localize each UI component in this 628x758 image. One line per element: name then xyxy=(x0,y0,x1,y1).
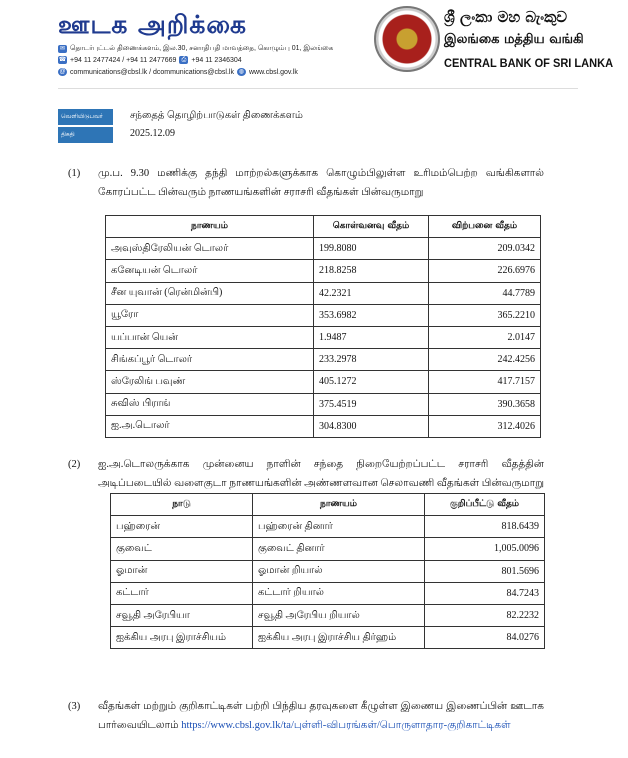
table-row xyxy=(106,415,541,437)
table-row xyxy=(111,582,545,604)
table-cell: 44.7789 xyxy=(429,282,541,304)
header-country: நாடு xyxy=(111,494,253,516)
table-row xyxy=(111,627,545,649)
table-cell: அவுஸ்திரேலியன் டொலர் xyxy=(106,238,314,260)
issued-by-value: சந்தைத் தொழிற்பாடுகள் திணைக்களம் xyxy=(130,110,303,121)
table-cell: சீன யுவான் (ரென்மின்பி) xyxy=(106,282,314,304)
table-cell: 417.7157 xyxy=(429,371,541,393)
table-cell: யப்பான் யென் xyxy=(106,326,314,348)
table-cell: ஓமான் றியால் xyxy=(253,560,425,582)
table-cell: குவைட் தினார் xyxy=(253,538,425,560)
table-cell: 801.5696 xyxy=(425,560,545,582)
table-row xyxy=(111,560,545,582)
table-cell: ஸ்ரேலிங் பவுண் xyxy=(106,371,314,393)
table-row xyxy=(111,516,545,538)
address-line xyxy=(58,44,333,53)
divider xyxy=(58,88,578,89)
address: தொடர்புட்டல் திணைக்களம், இல.30, சனாதிபதி மாவத்தை, கொழும்பு 01, இலங்கை xyxy=(70,45,334,52)
indicators-link[interactable]: https://www.cbsl.gov.lk/ta/புள்ளி-விபரங்கள்/பொருளாதார-குறிகாட்டிகள் xyxy=(181,720,511,731)
table-cell: கட்டார் xyxy=(111,582,253,604)
table-cell: சிங்கப்பூர் டொலர் xyxy=(106,349,314,371)
table-row xyxy=(106,326,541,348)
at-icon: @ xyxy=(59,69,66,75)
bank-name-tamil: இலங்கை மத்திய வங்கி xyxy=(444,32,584,47)
table-cell: கட்டார் றியால் xyxy=(253,582,425,604)
website[interactable]: www.cbsl.gov.lk xyxy=(249,68,298,76)
table-cell: 84.7243 xyxy=(425,582,545,604)
table-cell: 242.4256 xyxy=(429,349,541,371)
table-cell: 42.2321 xyxy=(314,282,429,304)
table-cell: ஐக்கிய அரபு இராச்சிய திர்ஹம் xyxy=(253,627,425,649)
phone-icon: ☎ xyxy=(58,57,67,63)
bank-name-sinhala: ශ්‍රී ලංකා මහ බැංකුව xyxy=(444,8,568,26)
cbsl-seal-logo xyxy=(374,6,440,72)
section-number: (2) xyxy=(68,459,81,470)
table-row xyxy=(111,538,545,560)
table-cell: ஐ.அ.டொலர் xyxy=(106,415,314,437)
section-number: (3) xyxy=(68,701,81,712)
section-body: மு.ப. 9.30 மணிக்கு தந்தி மாற்றல்களுக்காக கொழும்பிலுள்ள உரிமம்பெற்ற வங்கிகளால் கோரப்பட்ட பின்வரும் நாணயங்களின் சராசரி வீதங்கள் பின்வருமாறு xyxy=(98,168,544,198)
table-cell: 84.0276 xyxy=(425,627,545,649)
table-cell: 390.3658 xyxy=(429,393,541,415)
table-cell: சுவிஸ் பிராங் xyxy=(106,393,314,415)
section-3-text xyxy=(68,697,544,735)
phone-line xyxy=(58,56,242,64)
table-row xyxy=(106,260,541,282)
table-row xyxy=(106,393,541,415)
issued-by-label: வெளியிடுபவர் xyxy=(58,109,113,125)
table-cell: 199.8080 xyxy=(314,238,429,260)
table-cell: ஐக்கிய அரபு இராச்சியம் xyxy=(111,627,253,649)
table-cell: 1.9487 xyxy=(314,326,429,348)
table-cell: 2.0147 xyxy=(429,326,541,348)
table-row xyxy=(106,304,541,326)
header-selling: விற்பனை வீதம் xyxy=(429,216,541,238)
section-body: ஐ.அ.டொலருக்காக முன்னைய நாளின் சந்தை நிறையேற்றப்பட்ட சராசரி வீதத்தின் அடிப்படையில் வளைகுடா நாணயங்களின் அண்ணளவான செலாவணி வீதங்கள் பின்வருமாறு xyxy=(98,459,545,489)
table-header-row xyxy=(106,216,541,238)
section-body xyxy=(98,697,544,735)
table-cell: 304.8300 xyxy=(314,415,429,437)
section-number: (1) xyxy=(68,168,81,179)
table-cell: 82.2232 xyxy=(425,604,545,626)
table-cell: 1,005.0096 xyxy=(425,538,545,560)
media-release-title: ஊடக அறிக்கை xyxy=(58,10,247,39)
table-cell: 405.1272 xyxy=(314,371,429,393)
email-line xyxy=(58,68,298,76)
table-cell: 226.6976 xyxy=(429,260,541,282)
table-cell: யூரோ xyxy=(106,304,314,326)
gulf-rate-table xyxy=(110,493,545,649)
section-2-text xyxy=(68,455,544,493)
date-value: 2025.12.09 xyxy=(130,128,175,139)
table-row xyxy=(106,282,541,304)
exchange-rate-table xyxy=(105,215,541,438)
table-cell: கனேடியன் டொலர் xyxy=(106,260,314,282)
table-cell: பஹ்ரைன் தினார் xyxy=(253,516,425,538)
phones: +94 11 2477424 / +94 11 2477669 xyxy=(70,56,177,64)
table-cell: சவூதி அரேபியா xyxy=(111,604,253,626)
table-row xyxy=(106,371,541,393)
header-currency: நாணயம் xyxy=(253,494,425,516)
section-text: வீதங்கள் மற்றும் குறிகாட்டிகள் பற்றி பிந்திய தரவுகளை கீழுள்ள இணைய இணைப்பின் ஊடாக பார்வையிடலாம் xyxy=(98,701,544,731)
table-cell: 209.0342 xyxy=(429,238,541,260)
table-row xyxy=(106,238,541,260)
table-header-row xyxy=(111,494,545,516)
table-cell: 365.2210 xyxy=(429,304,541,326)
table-cell: 818.6439 xyxy=(425,516,545,538)
header-currency: நாணயம் xyxy=(106,216,314,238)
table-cell: 353.6982 xyxy=(314,304,429,326)
table-cell: 312.4026 xyxy=(429,415,541,437)
table-cell: பஹ்ரைன் xyxy=(111,516,253,538)
globe-icon: ◍ xyxy=(238,69,245,75)
table-cell: குவைட் xyxy=(111,538,253,560)
table-cell: ஓமான் xyxy=(111,560,253,582)
date-label: திகதி xyxy=(58,127,113,143)
table-row xyxy=(106,349,541,371)
fax-icon: ⎙ xyxy=(179,56,188,64)
header-rate: குறிப்பீட்டு வீதம் xyxy=(425,494,545,516)
section-1-text xyxy=(68,164,544,202)
header-buying: கொள்வனவு வீதம் xyxy=(314,216,429,238)
mail-icon: ✉ xyxy=(59,45,66,52)
table-cell: 218.8258 xyxy=(314,260,429,282)
emails[interactable]: communications@cbsl.lk / dcommunications@cbsl.lk xyxy=(70,68,234,76)
bank-name-english: CENTRAL BANK OF SRI LANKA xyxy=(444,56,614,70)
table-row xyxy=(111,604,545,626)
table-cell: 375.4519 xyxy=(314,393,429,415)
table-cell: சவூதி அரேபிய றியால் xyxy=(253,604,425,626)
table-cell: 233.2978 xyxy=(314,349,429,371)
fax: +94 11 2346304 xyxy=(191,56,242,64)
